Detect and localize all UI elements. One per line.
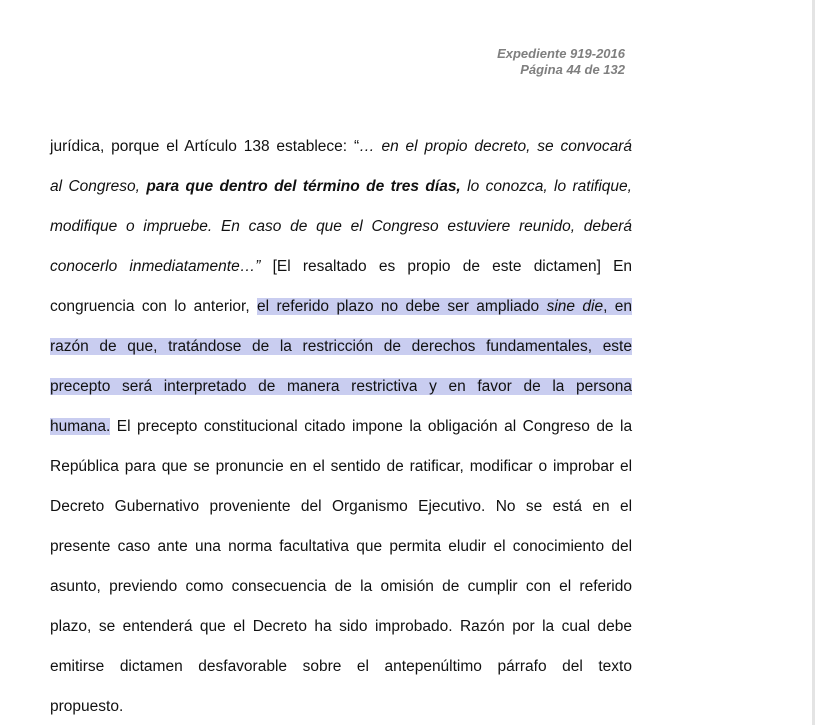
text-segment: citado	[304, 418, 346, 435]
text-segment: que	[161, 458, 188, 475]
text-segment: está	[552, 498, 582, 515]
text-segment: omisión	[380, 578, 434, 595]
text-segment: de	[386, 458, 404, 475]
text-line	[50, 447, 632, 487]
text-segment: párrafo	[497, 658, 547, 675]
highlighted-text: precepto	[50, 378, 111, 395]
highlighted-text: tratándose	[168, 338, 242, 355]
text-segment: En	[220, 218, 240, 235]
text-segment: proveniente	[209, 498, 291, 515]
text-segment: el	[350, 218, 363, 235]
text-segment: establece:	[276, 138, 348, 155]
highlighted-text: el	[257, 298, 270, 315]
highlighted-text: humana.	[50, 418, 111, 435]
highlighted-text: restrictiva	[351, 378, 418, 395]
highlighted-text: persona	[576, 378, 633, 395]
text-segment: porque	[111, 138, 160, 155]
text-segment: presente	[50, 538, 111, 555]
text-segment: de	[596, 418, 614, 435]
text-segment: el	[312, 458, 325, 475]
text-segment: Decreto	[252, 618, 307, 635]
highlighted-text: y	[429, 378, 437, 395]
highlighted-text: de	[99, 338, 117, 355]
text-segment: sentido	[330, 458, 381, 475]
text-segment: en	[289, 458, 307, 475]
text-segment: de	[462, 258, 480, 275]
text-segment: ante	[157, 538, 188, 555]
text-segment: En	[613, 258, 633, 275]
text-segment: Congreso	[522, 418, 590, 435]
text-segment: Congreso	[371, 218, 439, 235]
text-segment: de	[290, 218, 308, 235]
text-segment: debe	[597, 618, 632, 635]
text-segment: la	[542, 618, 555, 635]
text-segment: tres	[390, 178, 420, 195]
text-segment: inmediatamente…”	[129, 258, 261, 275]
text-line	[50, 287, 632, 327]
page-header	[380, 46, 625, 78]
text-segment: ratificar,	[409, 458, 464, 475]
text-segment: texto	[598, 658, 632, 675]
text-segment: deberá	[583, 218, 633, 235]
text-segment: desfavorable	[198, 658, 288, 675]
text-segment: dictamen	[119, 658, 183, 675]
text-segment: Razón	[459, 618, 505, 635]
text-segment: propio	[407, 258, 451, 275]
text-segment: cumplir	[467, 578, 518, 595]
body-text	[50, 127, 632, 727]
text-segment: que	[316, 218, 342, 235]
text-segment: obligación	[427, 418, 498, 435]
text-segment: República	[50, 458, 119, 475]
text-segment: El	[116, 418, 131, 435]
highlighted-text: razón	[50, 338, 89, 355]
text-segment: pronuncie	[215, 458, 284, 475]
text-line	[50, 167, 632, 207]
text-segment: del	[300, 498, 322, 515]
highlighted-text: ampliado	[476, 298, 540, 315]
text-segment: del	[562, 658, 583, 675]
text-segment: que	[199, 618, 226, 635]
highlighted-text: de	[383, 338, 402, 355]
text-segment: con	[525, 578, 551, 595]
text-segment: No	[495, 498, 516, 515]
highlighted-text: die	[582, 298, 604, 315]
text-line	[50, 207, 632, 247]
text-segment: eludir	[448, 538, 487, 555]
text-segment: en	[381, 138, 399, 155]
text-segment: anterior,	[193, 298, 250, 315]
text-segment: modificar	[469, 458, 533, 475]
highlighted-text: plazo	[336, 298, 374, 315]
text-segment: improbar	[552, 458, 615, 475]
text-segment: “	[353, 138, 360, 155]
text-segment: plazo,	[50, 618, 92, 635]
text-segment: congruencia	[50, 298, 135, 315]
text-segment: cual	[561, 618, 591, 635]
text-segment: se	[98, 618, 116, 635]
text-segment: propuesto.	[50, 698, 124, 715]
text-segment: del	[611, 538, 633, 555]
highlighted-text: fundamentales,	[486, 338, 593, 355]
text-segment: la	[620, 418, 633, 435]
text-segment: término	[302, 178, 360, 195]
text-segment: caso	[248, 218, 282, 235]
highlighted-text: ,	[603, 298, 608, 315]
text-segment: reunido,	[519, 218, 576, 235]
text-segment: conocimiento	[512, 538, 605, 555]
text-segment: el	[405, 138, 418, 155]
text-line	[50, 687, 632, 727]
text-segment: de	[334, 578, 352, 595]
text-segment: caso	[117, 538, 151, 555]
text-segment: decreto,	[474, 138, 531, 155]
text-segment: antepenúltimo	[384, 658, 482, 675]
text-segment: el	[619, 458, 633, 475]
text-segment: el	[559, 578, 572, 595]
highlighted-text: sine	[546, 298, 575, 315]
text-segment: Organismo	[331, 498, 408, 515]
text-segment: para	[124, 458, 156, 475]
page-number: Página 44 de 132	[520, 62, 625, 77]
text-line	[50, 367, 632, 407]
highlighted-text: debe	[405, 298, 440, 315]
text-segment: resaltado	[302, 258, 367, 275]
text-segment: …	[359, 138, 375, 155]
text-segment: el	[356, 658, 369, 675]
text-segment: Artículo	[184, 138, 237, 155]
highlighted-text: este	[602, 338, 632, 355]
text-segment: facultativa	[279, 538, 350, 555]
highlighted-text: favor	[477, 378, 512, 395]
highlighted-text: ser	[447, 298, 469, 315]
text-segment: como	[185, 578, 224, 595]
text-segment: en	[592, 498, 610, 515]
text-segment: el	[493, 538, 506, 555]
text-segment: dictamen]	[533, 258, 601, 275]
text-segment: por	[512, 618, 535, 635]
case-number: Expediente 919-2016	[497, 46, 625, 61]
text-line	[50, 407, 632, 447]
text-segment: entenderá	[122, 618, 193, 635]
text-segment: constitucional	[203, 418, 298, 435]
highlighted-text: en	[448, 378, 466, 395]
text-segment: asunto,	[50, 578, 101, 595]
highlighted-text: la	[552, 378, 565, 395]
text-segment: Gubernativo	[114, 498, 200, 515]
text-segment: días,	[425, 178, 461, 195]
text-segment: lo	[554, 178, 567, 195]
highlighted-text: manera	[286, 378, 340, 395]
text-segment: se	[525, 498, 543, 515]
highlighted-text: en	[614, 298, 632, 315]
text-line	[50, 487, 632, 527]
text-segment: consecuencia	[231, 578, 327, 595]
text-segment: sido	[339, 618, 368, 635]
text-segment: estuviere	[447, 218, 511, 235]
text-line	[50, 127, 632, 167]
text-segment: ratifique,	[572, 178, 632, 195]
text-segment: impone	[352, 418, 403, 435]
text-segment: permita	[389, 538, 442, 555]
text-segment: que	[356, 538, 383, 555]
text-segment: o	[125, 218, 135, 235]
text-segment: emitirse	[50, 658, 105, 675]
text-segment: sobre	[302, 658, 342, 675]
text-line	[50, 247, 632, 287]
highlighted-text: no	[380, 298, 399, 315]
text-segment: precepto	[137, 418, 198, 435]
text-segment: para	[146, 178, 180, 195]
text-segment: de	[442, 578, 460, 595]
text-segment: lo	[467, 178, 480, 195]
text-segment: impruebe.	[143, 218, 213, 235]
text-segment: que	[185, 178, 214, 195]
text-segment: la	[409, 418, 422, 435]
text-segment: improbado.	[374, 618, 453, 635]
highlighted-text: de	[258, 378, 276, 395]
highlighted-text: interpretado	[163, 378, 247, 395]
text-segment: conozca,	[485, 178, 548, 195]
text-segment: el	[619, 498, 633, 515]
text-segment: Decreto	[50, 498, 105, 515]
text-segment: 138	[243, 138, 270, 155]
text-segment: el	[166, 138, 179, 155]
text-segment: con	[141, 298, 167, 315]
text-line	[50, 567, 632, 607]
text-segment: convocará	[560, 138, 632, 155]
highlighted-text: derechos	[411, 338, 476, 355]
highlighted-text: referido	[276, 298, 330, 315]
text-segment: la	[360, 578, 373, 595]
text-segment: al	[504, 418, 517, 435]
text-segment: ha	[314, 618, 332, 635]
text-segment: de	[366, 178, 385, 195]
text-line	[50, 527, 632, 567]
text-segment: dentro	[219, 178, 268, 195]
text-segment: modifique	[50, 218, 118, 235]
highlighted-text: de	[523, 378, 541, 395]
text-segment: Ejecutivo.	[418, 498, 486, 515]
text-segment: este	[492, 258, 522, 275]
highlighted-text: de	[251, 338, 270, 355]
text-segment: del	[274, 178, 297, 195]
text-segment: propio	[424, 138, 468, 155]
text-segment: una	[194, 538, 221, 555]
text-segment: [El	[272, 258, 291, 275]
text-segment: previendo	[109, 578, 178, 595]
text-segment: el	[233, 618, 246, 635]
text-line	[50, 607, 632, 647]
highlighted-text: será	[121, 378, 153, 395]
text-line	[50, 327, 632, 367]
text-segment: jurídica,	[50, 138, 105, 155]
highlighted-text: que,	[127, 338, 158, 355]
text-segment: norma	[228, 538, 272, 555]
text-segment: o	[538, 458, 548, 475]
text-segment: se	[537, 138, 554, 155]
text-segment: al	[50, 178, 63, 195]
text-segment: se	[193, 458, 210, 475]
text-line	[50, 647, 632, 687]
text-segment: referido	[579, 578, 632, 595]
highlighted-text: restricción	[302, 338, 374, 355]
text-segment: Congreso,	[68, 178, 140, 195]
text-segment: es	[378, 258, 396, 275]
highlighted-text: la	[279, 338, 292, 355]
text-segment: conocerlo	[50, 258, 118, 275]
text-segment: lo	[174, 298, 187, 315]
